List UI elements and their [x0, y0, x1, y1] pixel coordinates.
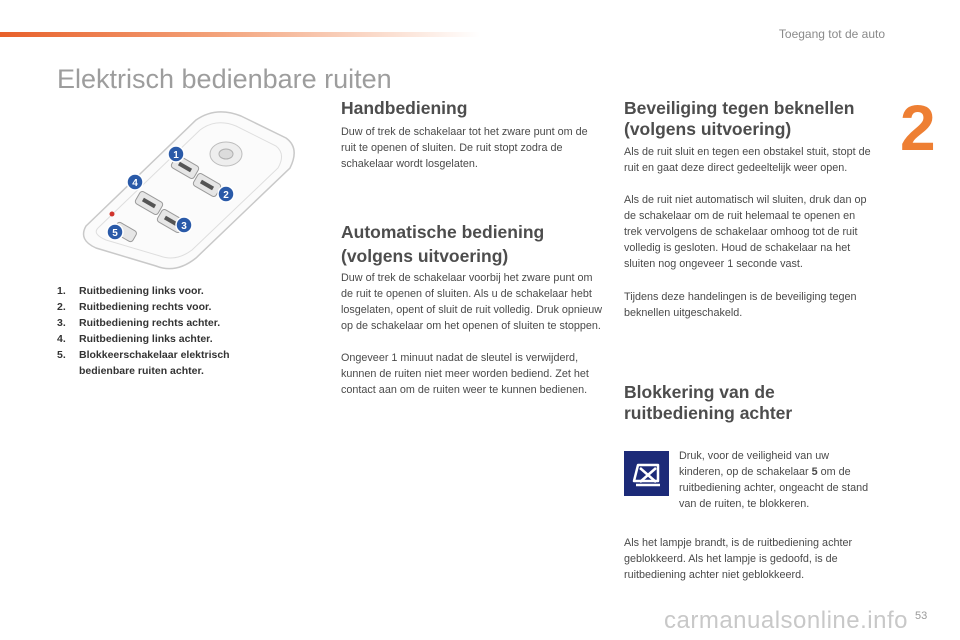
heading-automatisch: Automatische bediening (volgens uitvoering) [341, 222, 545, 266]
legend-item: 4. Ruitbediening links achter. [57, 333, 213, 345]
heading-beveiliging: Beveiliging tegen beknellen (volgens uitvoering) [624, 98, 855, 139]
handbediening-text: Duw of trek de schakelaar tot het zware punt om de ruit te openen of sluiten. De ruit stopt zodra de schakelaar wordt losgelaten. [341, 126, 588, 170]
switch-panel-drawing [76, 108, 306, 276]
callout-5: 5 [112, 228, 118, 239]
blokkering-text-1: Druk, voor de veiligheid van uw kinderen, op de schakelaar 5 om de ruitbediening achter, ongeacht de stand van de ruiten, te blokkeren. [679, 450, 869, 510]
heading-handbediening: Handbediening [341, 98, 468, 118]
callout-2: 2 [223, 190, 229, 201]
callout-3: 3 [181, 221, 187, 232]
callout-4: 4 [132, 178, 138, 189]
page-number: 53 [915, 610, 928, 622]
automatisch-text-2: Ongeveer 1 minuut nadat de sleutel is verwijderd, kunnen de ruiten niet meer worden bediend. Zet het contact aan om de ruiten weer te kunnen bedienen. [341, 352, 589, 396]
legend-item: 3. Ruitbediening rechts achter. [57, 317, 221, 329]
automatisch-text-1: Duw of trek de schakelaar voorbij het zware punt om de ruit te openen of sluiten. Als u de schakelaar hebt losgelaten, opent of sluit de ruit volledig. Druk opnieuw op de schakelaar om het openen of sluiten te stoppen. [341, 272, 603, 332]
beveiliging-text-3: Tijdens deze handelingen is de beveiliging tegen beknellen uitgeschakeld. [624, 291, 857, 319]
child-lock-window-icon [624, 451, 669, 496]
header-accent-bar [0, 32, 480, 37]
beveiliging-text-1: Als de ruit sluit en tegen een obstakel stuit, stopt de ruit en gaat deze direct gedeeltelijk weer open. [624, 146, 871, 174]
beveiliging-text-2: Als de ruit niet automatisch wil sluiten, druk dan op de schakelaar om de ruit helemaal te openen en trek vervolgens de schakelaar omhoog tot de ruit volledig is gesloten. Houd de schakelaar na het sluiten nog ongeveer 1 seconde vast. [624, 194, 867, 270]
section-label: Toegang tot de auto [778, 27, 885, 41]
chapter-number: 2 [900, 92, 936, 164]
watermark: carmanualsonline.info [664, 607, 908, 634]
heading-blokkering: Blokkering van de ruitbediening achter [624, 382, 793, 423]
lock-indicator-led [110, 212, 115, 217]
legend-item: 5. Blokkeerschakelaar elektrisch bedienbare ruiten achter. [57, 349, 230, 377]
callout-1: 1 [173, 150, 179, 161]
blokkering-text-2: Als het lampje brandt, is de ruitbediening achter geblokkeerd. Als het lampje is gedoofd, is de ruitbediening achter niet geblokkeerd. [624, 537, 853, 581]
legend-item: 1. Ruitbediening links voor. [57, 285, 204, 297]
figure-legend [57, 283, 287, 379]
window-switch-illustration [76, 108, 306, 276]
page-title: Elektrisch bedienbare ruiten [57, 64, 392, 94]
legend-item: 2. Ruitbediening rechts voor. [57, 301, 212, 313]
